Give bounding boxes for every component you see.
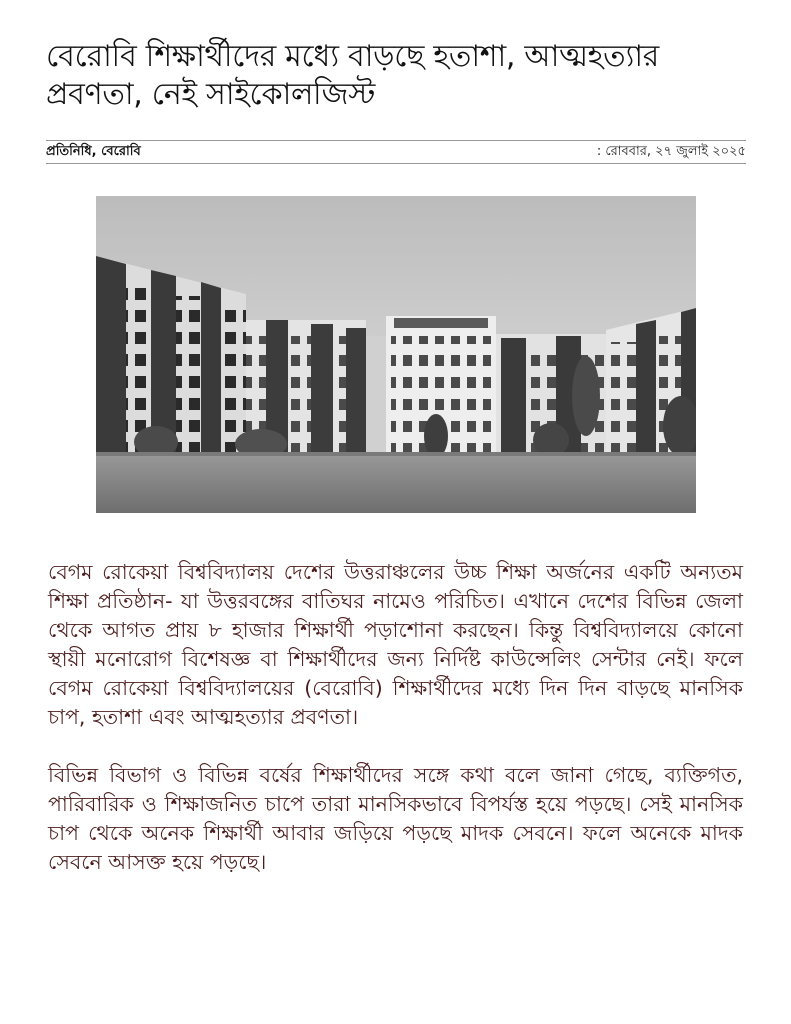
dateline: : রোববার, ২৭ জুলাই ২০২৫ [596,144,746,159]
paragraph: বেগম রোকেয়া বিশ্ববিদ্যালয় দেশের উত্তরাঞ্চলের উচ্চ শিক্ষা অর্জনের একটি অন্যতম শিক্ষা প্রতিষ্ঠান- যা উত্তরবঙ্গের বাতিঘর নামেও পরিচিত। এখানে দেশের বিভিন্ন জেলা থেকে আগত প্রায় ৮ হাজার শিক্ষার্থী পড়াশোনা করছেন। কিন্তু বিশ্ববিদ্যালয়ে কোনো স্থায়ী মনোরোগ বিশেষজ্ঞ বা শিক্ষার্থীদের জন্য নির্দিষ্ট কাউন্সেলিং সেন্টার নেই। ফলে বেগম রোকেয়া বিশ্ববিদ্যালয়ের (বেরোবি) শিক্ষার্থীদের মধ্যে দিন দিন বাড়ছে মানসিক চাপ, হতাশা এবং আত্মহত্যার প্রবণতা। [48,560,743,729]
byline-row [46,140,746,164]
headline: বেরোবি শিক্ষার্থীদের মধ্যে বাড়ছে হতাশা, আত্মহত্যার প্রবণতা, নেই সাইকোলজিস্ট [46,39,659,112]
campus-photo [96,196,696,513]
campus-photo-illustration [96,196,696,513]
byline: প্রতিনিধি, বেরোবি [46,144,141,159]
article-body [48,558,743,906]
article-header [46,38,746,164]
paragraph: বিভিন্ন বিভাগ ও বিভিন্ন বর্ষের শিক্ষার্থীদের সঙ্গে কথা বলে জানা গেছে, ব্যক্তিগত, পারিবারিক ও শিক্ষাজনিত চাপে তারা মানসিকভাবে বিপর্যস্ত হয়ে পড়ছে। সেই মানসিক চাপ থেকে অনেক শিক্ষার্থী আবার জড়িয়ে পড়ছে মাদক সেবনে। ফলে অনেকে মাদক সেবনে আসক্ত হয়ে পড়ছে। [48,763,743,874]
